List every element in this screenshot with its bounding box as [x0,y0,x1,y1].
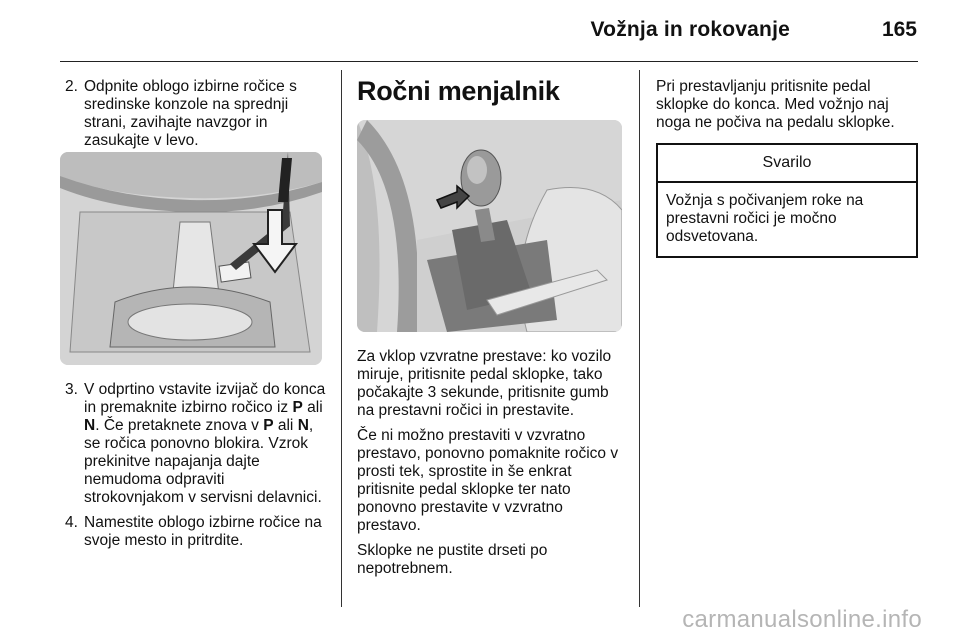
step-text: Namestite oblogo izbirne ročice na svoje mesto in pritrdite. [84,514,322,549]
step-number: 3. [65,381,78,398]
paragraph: Če ni možno prestaviti v vzvratno prestavo, ponovno pomaknite ročico v prosti tek, sprostite in še enkrat pritisnite pedal sklopke ter nato ponovno prestavite v vzvratno prestavo. [357,427,619,534]
column-divider-1 [341,70,342,607]
section-title: Ročni menjalnik [357,76,560,106]
left-column-lower [65,381,327,557]
warning-box [656,143,918,258]
instruction-step-4 [65,514,327,550]
page-number: 165 [881,18,917,41]
paragraph: Za vklop vzvratne prestave: ko vozilo miruje, pritisnite pedal sklopke, tako počakajte 3 sekunde, pritisnite gumb na prestavni ročici in prestavite. [357,348,612,419]
step-number: 4. [65,514,78,531]
warning-title: Svarilo [658,145,916,183]
middle-column [357,76,625,585]
step-text: V odprtino vstavite izvijač do konca in premaknite izbirno ročico iz P ali N. Če pretaknete znova v P ali N, se ročica ponovno blokira. Vzrok prekinitve napajanja dajte nemudoma odpraviti strokovnjakom v servisni delavnici. [84,381,326,506]
header-divider [60,61,918,62]
left-column [65,78,327,157]
instruction-step-3 [65,381,327,507]
warning-text: Vožnja s počivanjem roke na prestavni ročici je močno odsvetovana. [666,192,864,245]
chapter-title: Vožnja in rokovanje [590,18,790,41]
paragraph: Sklopke ne pustite drseti po nepotrebnem. [357,542,548,577]
shift-lever-release-illustration [60,152,322,365]
manual-gearbox-illustration [357,120,622,332]
step-number: 2. [65,78,78,95]
column-divider-2 [639,70,640,607]
paragraph: Pri prestavljanju pritisnite pedal sklopke do konca. Med vožnjo naj noga ne počiva na pedalu sklopke. [656,78,895,131]
right-column [656,78,918,258]
step-text: Odpnite oblogo izbirne ročice s sredinske konzole na sprednji strani, zavihajte navzgor in zasukajte v levo. [84,78,297,149]
watermark: carmanualsonline.info [682,606,922,633]
instruction-step-2 [65,78,327,150]
